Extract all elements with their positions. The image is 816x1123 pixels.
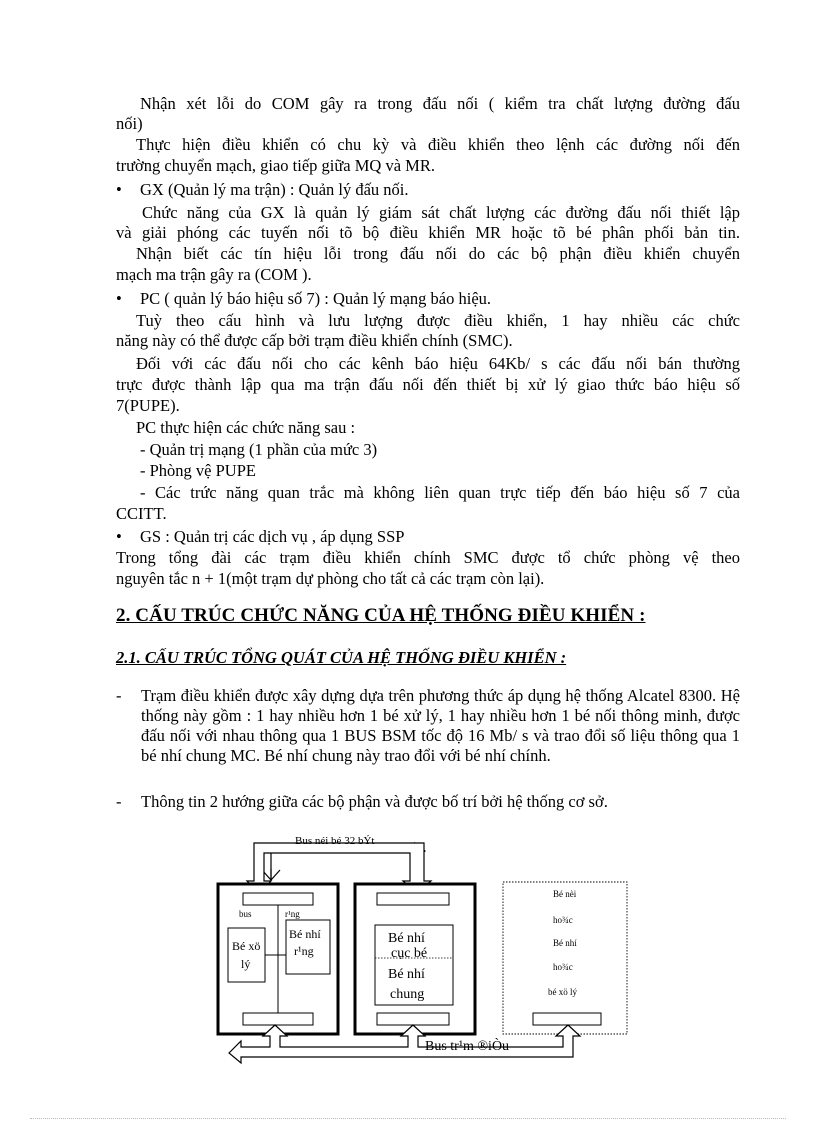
- paragraph: năng này có thể được cấp bởi trạm điều khiển chính (SMC).: [116, 331, 513, 350]
- bullet-item: [116, 527, 740, 547]
- paragraph: Chức năng của GX là quản lý giám sát chất lượng các đường đấu nối thiết lập: [142, 203, 740, 222]
- optional-module-box: [503, 882, 627, 1034]
- page-footer-rule: [30, 1118, 786, 1119]
- paragraph: nguyên tắc n + 1(một trạm dự phòng cho tất cả các trạm còn lại).: [116, 569, 545, 588]
- dash-list-item: [116, 792, 740, 812]
- dash-mark: -: [116, 792, 122, 811]
- rieng-label: r¹ng: [285, 909, 300, 919]
- paragraph: Đối với các đấu nối cho các kênh báo hiệu 64Kb/ s các đấu nối bán thường: [136, 354, 740, 373]
- paragraph: Tuỳ theo cấu hình và lưu lượng được điều khiển, 1 hay nhiều các chức: [136, 311, 740, 330]
- bus-interface: [243, 893, 313, 905]
- processor-line: Bé xö: [232, 939, 261, 953]
- private-memory-line: Bé nhí: [289, 927, 321, 941]
- subsection-heading: 2.1. CẤU TRÚC TỔNG QUÁT CỦA HỆ THỐNG ĐIỀU KHIỂN :: [116, 648, 567, 667]
- shared-memory-line: Bé nhí: [388, 967, 425, 982]
- paragraph: Nhận xét lỗi do COM gây ra trong đấu nối ( kiểm tra chất lượng đường đấu: [140, 94, 740, 113]
- paragraph: CCITT.: [116, 504, 167, 523]
- paragraph: PC thực hiện các chức năng sau :: [136, 418, 356, 437]
- optional-line: ho¾c: [553, 915, 573, 925]
- paragraph: - Các trức năng quan trắc mà không liên quan trực tiếp đến báo hiệu số 7 của: [140, 483, 740, 502]
- local-memory-line: cục bé: [391, 946, 428, 961]
- processor-line: lý: [241, 957, 251, 971]
- bullet-item: [116, 180, 740, 200]
- paragraph: - Quản trị mạng (1 phần của mức 3): [140, 440, 378, 459]
- processor-unit: [228, 928, 265, 982]
- optional-line: ho¾c: [553, 962, 573, 972]
- paragraph: trường chuyển mạch, giao tiếp giữa MQ và MR.: [116, 156, 435, 175]
- paragraph: trực được thành lập qua ma trận đấu nối đến thiết bị xử lý giao thức báo hiệu số: [116, 375, 740, 394]
- bullet-text: GS : Quản trị các dịch vụ , áp dụng SSP: [140, 527, 405, 546]
- bullet-item: [116, 289, 740, 309]
- private-memory-line: r¹ng: [294, 944, 314, 958]
- bullet-text: GX (Quản lý ma trận) : Quản lý đấu nối.: [140, 180, 409, 199]
- paragraph: mạch ma trận gây ra (COM ).: [116, 265, 312, 284]
- dash-mark: -: [116, 686, 122, 705]
- optional-line: Bé nhí: [553, 938, 577, 948]
- bus-interface: [243, 1013, 313, 1025]
- section-heading: 2. CẤU TRÚC CHỨC NĂNG CỦA HỆ THỐNG ĐIỀU KHIỂN :: [116, 605, 646, 626]
- bus-interface: [377, 1013, 449, 1025]
- bus-label: bus: [239, 909, 252, 919]
- shared-memory-line: chung: [390, 987, 425, 1002]
- paragraph: 7(PUPE).: [116, 396, 180, 415]
- paragraph: Nhận biết các tín hiệu lỗi trong đấu nối do các bộ phận điều khiển chuyển: [136, 244, 740, 263]
- optional-line: Bé nèi: [553, 889, 577, 899]
- paragraph: nối): [116, 114, 143, 133]
- dash-item-text: Trạm điều khiển được xây dựng dựa trên phương thức áp dụng hệ thống Alcatel 8300. Hệ thống này gồm : 1 hay nhiều hơn 1 bé xử lý, 1 hay nhiều hơn 1 bé nối thông minh, được đấu nối với nhau thông qua 1 BUS BSM tốc độ 16 Mb/ s và trao đổi số liệu thông qua 1 bé nhí chung MC. Bé nhí chung này trao đổi với bé nhí chính.: [141, 686, 740, 765]
- dash-item-text: Thông tin 2 hướng giữa các bộ phận và được bố trí bởi hệ thống cơ sở.: [141, 792, 608, 811]
- top-bus-label: Bus néi bé 32 bÝt: [295, 835, 375, 847]
- optional-line: bé xö lý: [548, 987, 577, 997]
- paragraph: - Phòng vệ PUPE: [140, 461, 256, 480]
- paragraph: Thực hiện điều khiển có chu kỳ và điều khiển theo lệnh các đường nối đến: [136, 135, 740, 154]
- local-memory-line: Bé nhí: [388, 931, 425, 946]
- paragraph: và giải phóng các tuyến nối tõ bộ điều khiển MR hoặc tõ bé phân phối bản tin.: [116, 223, 740, 242]
- bus-interface: [377, 893, 449, 905]
- bottom-bus-label: Bus tr¹m ®iÒu: [425, 1039, 510, 1054]
- paragraph: Trong tổng đài các trạm điều khiển chính SMC được tổ chức phòng vệ theo: [116, 548, 740, 567]
- bullet-text: PC ( quản lý báo hiệu số 7) : Quản lý mạng báo hiệu.: [140, 289, 492, 308]
- control-system-diagram: [215, 825, 635, 1070]
- dash-list-item: [116, 686, 740, 766]
- bus-interface: [533, 1013, 601, 1025]
